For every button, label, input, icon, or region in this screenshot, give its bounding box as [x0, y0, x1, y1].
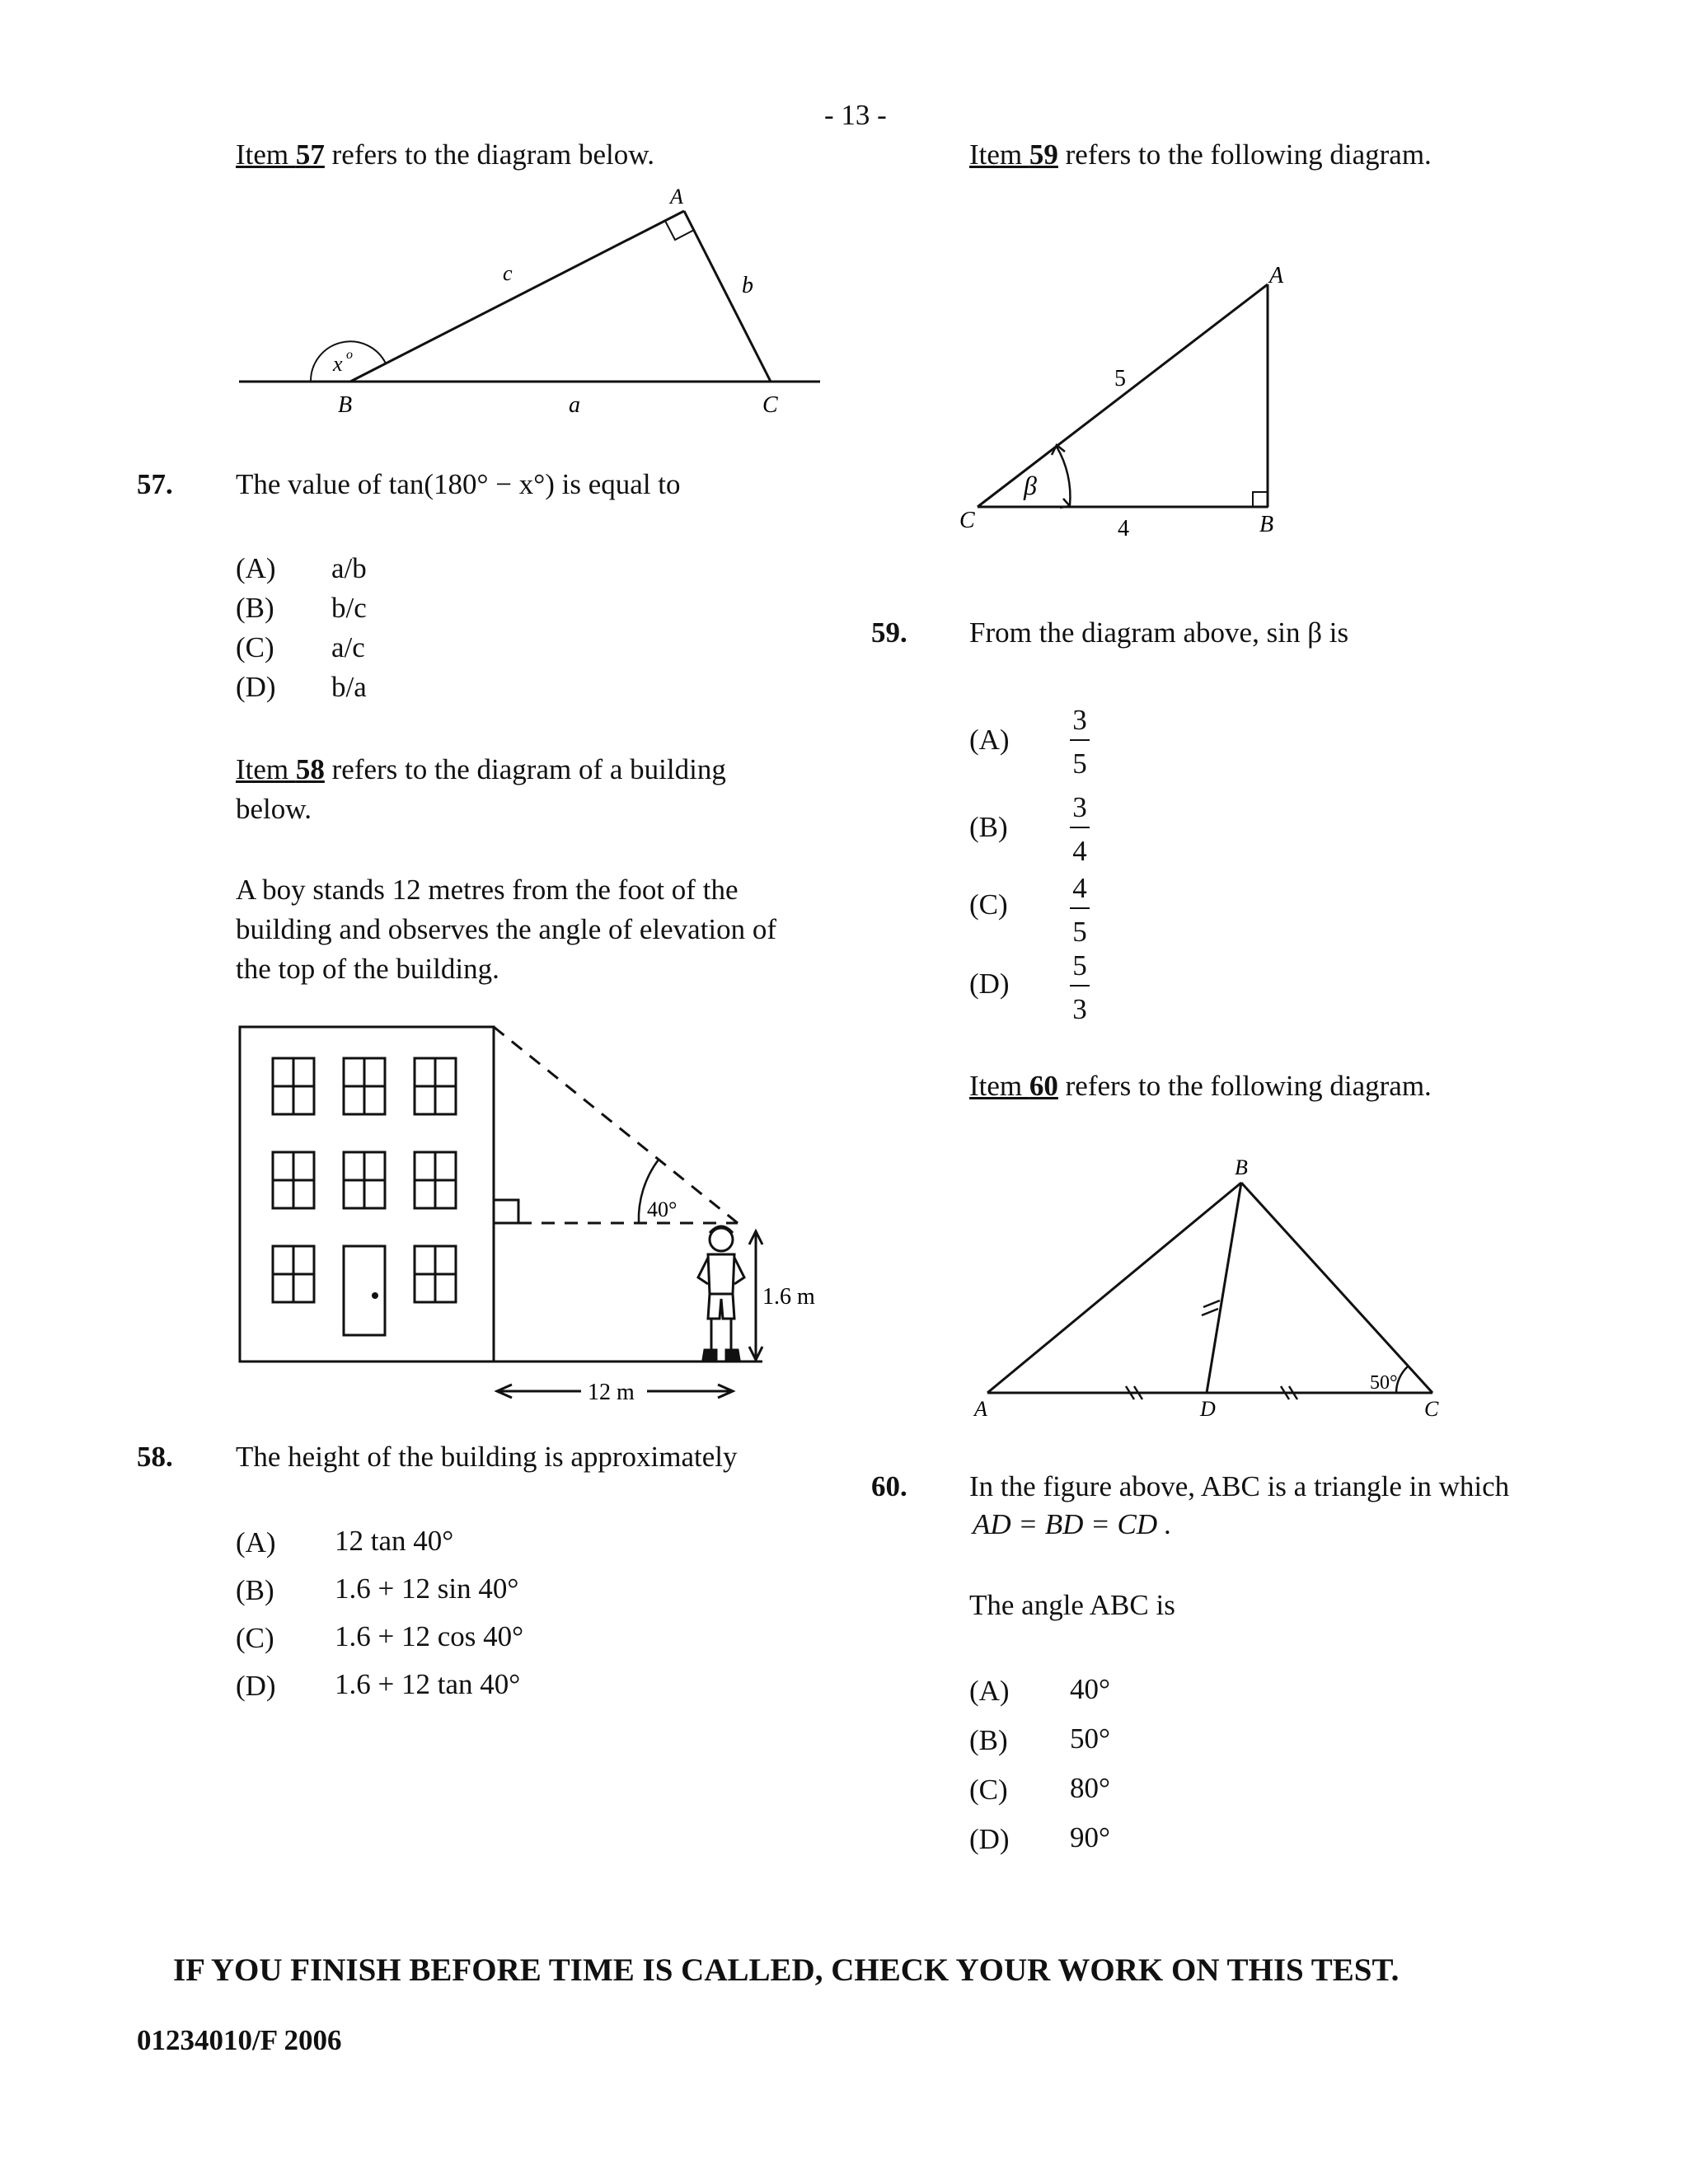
item59-option-c-letter: (C) [969, 888, 1008, 921]
item59-option-d-numerator: 5 [1072, 949, 1087, 982]
item60-option-d-letter: (D) [969, 1823, 1010, 1855]
item60-segment-BD [1207, 1183, 1241, 1393]
item60-option-a-letter: (A) [969, 1675, 1010, 1707]
height-label: 1.6 m [762, 1284, 815, 1310]
item59-intro-suffix: refers to the following diagram. [1057, 138, 1432, 171]
item57-option-d-value: b/a [331, 671, 367, 703]
item57-number: 57. [137, 468, 173, 500]
item59-hypotenuse [978, 284, 1268, 507]
item60-question-line2: AD = BD = CD . [973, 1508, 1172, 1540]
item59-triangle-diagram [956, 264, 1302, 544]
item60-triangle-diagram [964, 1146, 1459, 1434]
item59-label-beta: β [1024, 471, 1037, 500]
item57-intro-prefix: Item [236, 138, 296, 171]
item59-angle-arc [1057, 447, 1070, 505]
item57-label-a: a [569, 392, 580, 418]
item60-angle-arc [1396, 1366, 1408, 1393]
item59-option-d-fraction [1063, 951, 1096, 1024]
item57-triangle-diagram [231, 185, 832, 424]
item59-option-b-numerator: 3 [1072, 791, 1087, 823]
item60-label-B: B [1235, 1155, 1248, 1179]
item58-context-line1: A boy stands 12 metres from the foot of the [236, 874, 738, 906]
item57-option-a-value: a/b [331, 552, 367, 584]
item59-label-A: A [1269, 264, 1284, 288]
item57-label-c: c [503, 261, 513, 285]
item59-option-c-fraction [1063, 874, 1096, 946]
item59-label-hypotenuse: 5 [1114, 366, 1126, 391]
item58-intro-prefix: Item [236, 753, 296, 785]
item57-question: The value of tan(180° − x°) is equal to [236, 468, 681, 500]
item59-label-B: B [1259, 512, 1274, 537]
page-number: - 13 - [824, 99, 887, 131]
item60-question-line1: In the figure above, ABC is a triangle in which [969, 1470, 1510, 1502]
item58-option-a-letter: (A) [236, 1526, 276, 1558]
right-angle-mark [494, 1200, 518, 1223]
item59-option-b-fraction [1063, 793, 1096, 865]
item57-intro [236, 138, 654, 171]
item58-intro-suffix: refers to the diagram of a building [324, 753, 726, 785]
item57-label-x: x [333, 352, 343, 376]
item57-option-d-letter: (D) [236, 671, 276, 703]
item57-intro-number: 57 [295, 138, 325, 171]
item58-intro-number: 58 [295, 753, 325, 785]
item58-building-diagram [235, 1022, 828, 1413]
item60-label-A: A [974, 1397, 987, 1421]
item59-option-a-letter: (A) [969, 724, 1010, 756]
item60-option-b-value: 50° [1070, 1722, 1110, 1755]
item60-angle-label: 50° [1370, 1372, 1398, 1394]
item59-number: 59. [871, 616, 907, 649]
footer-instruction: IF YOU FINISH BEFORE TIME IS CALLED, CHECK YOUR WORK ON THIS TEST. [173, 1952, 1400, 1988]
item59-right-angle-mark [1253, 492, 1268, 507]
item58-option-d-value: 1.6 + 12 tan 40° [335, 1668, 521, 1700]
item60-number: 60. [871, 1470, 907, 1502]
item60-option-c-letter: (C) [969, 1774, 1008, 1806]
line-of-sight [494, 1027, 738, 1223]
item58-option-b-value: 1.6 + 12 sin 40° [335, 1572, 519, 1605]
item58-context-line2: building and observes the angle of elevation of [236, 913, 777, 945]
item58-option-c-value: 1.6 + 12 cos 40° [335, 1620, 524, 1652]
item59-option-c-denominator: 5 [1072, 916, 1087, 948]
item60-equal-ticks [1126, 1301, 1297, 1399]
item60-side-AB [987, 1183, 1241, 1393]
item57-option-b-value: b/c [331, 592, 367, 624]
item59-intro [969, 138, 1432, 171]
distance-label: 12 m [588, 1380, 635, 1405]
item60-label-D: D [1200, 1397, 1216, 1421]
item57-side-c [350, 211, 684, 382]
item57-label-C: C [762, 392, 778, 418]
item60-option-d-value: 90° [1070, 1821, 1110, 1854]
item57-label-degree: o [346, 348, 353, 362]
item57-option-c-letter: (C) [236, 631, 274, 663]
item60-intro-prefix: Item [969, 1070, 1029, 1102]
item59-label-base: 4 [1118, 516, 1129, 541]
item59-option-a-denominator: 5 [1072, 748, 1087, 780]
building-windows [273, 1058, 456, 1302]
item60-option-b-letter: (B) [969, 1724, 1008, 1756]
item59-option-a-numerator: 3 [1072, 704, 1087, 736]
item58-intro [236, 753, 726, 786]
item60-option-c-value: 80° [1070, 1772, 1110, 1804]
item59-option-b-denominator: 4 [1072, 835, 1087, 867]
item59-label-C: C [959, 508, 975, 533]
item60-intro-suffix: refers to the following diagram. [1057, 1070, 1432, 1102]
item58-option-b-letter: (B) [236, 1574, 274, 1606]
item57-label-A: A [670, 185, 683, 209]
item60-question-line3: The angle ABC is [969, 1589, 1175, 1621]
item57-option-b-letter: (B) [236, 592, 274, 624]
item58-option-d-letter: (D) [236, 1670, 276, 1702]
item59-option-d-letter: (D) [969, 968, 1010, 1000]
item58-question: The height of the building is approximately [236, 1441, 738, 1473]
item57-intro-suffix: refers to the diagram below. [324, 138, 654, 171]
item60-side-BC [1241, 1183, 1432, 1393]
boy-figure [698, 1226, 744, 1360]
footer-paper-code: 01234010/F 2006 [137, 2024, 342, 2056]
door-knob [372, 1292, 378, 1299]
item59-option-a-fraction [1063, 705, 1096, 778]
item59-question: From the diagram above, sin β is [969, 616, 1349, 649]
item58-option-c-letter: (C) [236, 1622, 274, 1654]
item57-side-b [684, 211, 771, 382]
item60-label-C: C [1424, 1397, 1439, 1421]
item59-intro-prefix: Item [969, 138, 1029, 171]
item59-intro-number: 59 [1029, 138, 1058, 171]
item57-option-c-value: a/c [331, 631, 365, 663]
item60-intro [969, 1070, 1432, 1103]
item58-number: 58. [137, 1441, 173, 1473]
item60-option-a-value: 40° [1070, 1673, 1110, 1705]
item60-intro-number: 60 [1029, 1070, 1058, 1102]
item57-label-B: B [338, 392, 353, 418]
item59-option-d-denominator: 3 [1072, 993, 1087, 1025]
item58-intro-line2: below. [236, 793, 312, 825]
item59-option-b-letter: (B) [969, 811, 1008, 843]
item58-option-a-value: 12 tan 40° [335, 1525, 454, 1557]
building-door [344, 1246, 385, 1335]
item58-context-line3: the top of the building. [236, 953, 499, 985]
item59-option-c-numerator: 4 [1072, 872, 1087, 904]
item57-option-a-letter: (A) [236, 552, 276, 584]
elevation-angle-label: 40° [647, 1197, 678, 1221]
item57-label-b: b [742, 273, 753, 298]
